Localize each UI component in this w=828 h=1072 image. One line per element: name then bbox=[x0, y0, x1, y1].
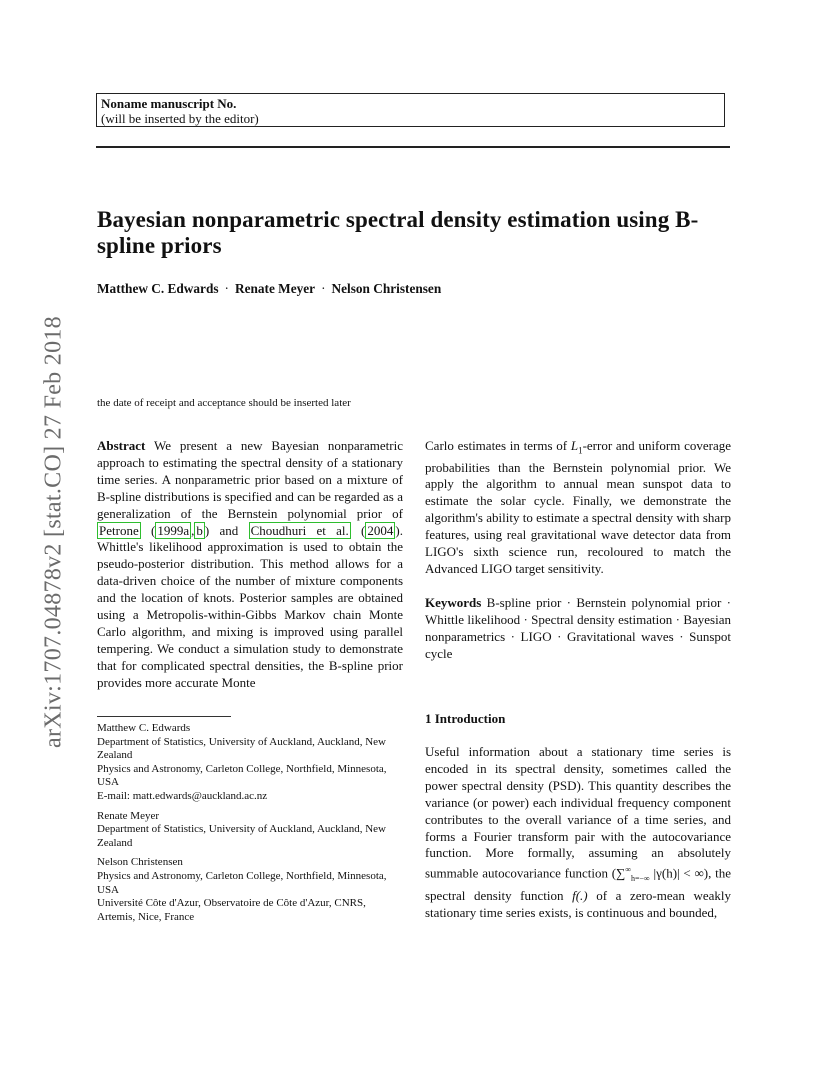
manuscript-number: Noname manuscript No. bbox=[101, 96, 237, 111]
paper-title: Bayesian nonparametric spectral density estimation using B-spline priors bbox=[97, 207, 699, 258]
abstract-text: Carlo estimates in terms of bbox=[425, 438, 571, 453]
manuscript-box bbox=[96, 93, 725, 127]
math-subscript: h=−∞ bbox=[631, 874, 650, 884]
affiliation-line: Physics and Astronomy, Carleton College, Northfield, Minnesota, USA bbox=[97, 762, 387, 789]
manuscript-editor-note: (will be inserted by the editor) bbox=[101, 111, 259, 126]
abstract-text: ( bbox=[350, 522, 366, 538]
affiliation-line: Renate Meyer bbox=[97, 809, 159, 822]
footnote-rule bbox=[97, 716, 231, 717]
affiliation-block bbox=[97, 722, 403, 804]
introduction-paragraph bbox=[425, 744, 731, 922]
author-name: Nelson Christensen bbox=[331, 281, 442, 296]
introduction-text bbox=[425, 744, 731, 922]
abstract-text: -error and uniform coverage probabilities than the Bernstein polynomial prior. We apply the algorithm to annual mean sunspot data to estimate the solar cycle. Finally, we demonstrate the algorithm's ability to estimate a spectral density with sharp features, using real gravitational wave detector data from LIGO's sixth science run, recoloured to match the Advanced LIGO target sensitivity. bbox=[425, 438, 731, 576]
math-subscript: 1 bbox=[578, 445, 583, 456]
abstract-continuation bbox=[425, 438, 731, 578]
author-separator: · bbox=[224, 281, 229, 296]
math-function: f(.) bbox=[572, 888, 588, 904]
math-symbol: L bbox=[570, 438, 579, 453]
abstract-column-right bbox=[425, 438, 731, 662]
math-superscript: ∞ bbox=[625, 865, 632, 875]
abstract-heading: Abstract bbox=[97, 438, 146, 453]
affiliation-email: E-mail: matt.edwards@auckland.ac.nz bbox=[97, 789, 268, 802]
affiliation-line: Université Côte d'Azur, Observatoire de Côte d'Azur, CNRS, Artemis, Nice, France bbox=[97, 897, 366, 923]
abstract-text: and bbox=[209, 522, 249, 538]
keywords-text: B-spline prior · Bernstein polynomial prior · Whittle likelihood · Spectral density estimation · Bayesian nonparametrics · LIGO · Gravitational waves · Sunspot cycle bbox=[425, 594, 731, 661]
section-heading: 1 Introduction bbox=[425, 711, 506, 726]
received-note: the date of receipt and acceptance should be inserted later bbox=[97, 397, 351, 409]
arxiv-stamp: arXiv:1707.04878v2 [stat.CO] 27 Feb 2018 bbox=[40, 316, 67, 748]
affiliations bbox=[97, 722, 403, 930]
abstract-text: We present a new Bayesian nonparametric approach to estimating the spectral density of a stationary time series. A nonparametric prior based on a mixture of B-spline distributions is specified and can be regarded as a generalization of the Bernstein polynomial prior of bbox=[97, 438, 403, 521]
affiliation-line: Department of Statistics, University of Auckland, Auckland, New Zealand bbox=[97, 823, 386, 849]
keywords-heading: Keywords bbox=[425, 594, 482, 610]
abstract-column-left bbox=[97, 438, 403, 692]
header-rule bbox=[96, 146, 730, 148]
affiliation-line: Physics and Astronomy, Carleton College, Northfield, Minnesota, USA bbox=[97, 869, 387, 896]
abstract-text: , bbox=[191, 522, 195, 538]
author-name: Matthew C. Edwards bbox=[97, 281, 219, 296]
keywords-paragraph bbox=[425, 595, 731, 663]
abstract-text: ) bbox=[395, 522, 400, 538]
affiliation-block bbox=[97, 856, 403, 924]
abstract-text: . Whittle's likelihood approximation is used to obtain the pseudo-posterior distribution. This method allows for a data-driven choice of the number of mixture components and the location of knots. Posterior samples are obtained using a Metropolis-within-Gibbs Markov chain Monte Carlo algorithm, and mixing is improved using parallel tempering. We conduct a simulation study to demonstrate that for complicated spectral densities, the B-spline prior provides more accurate Monte bbox=[97, 522, 403, 690]
math-sum: ∑ bbox=[616, 865, 626, 881]
abstract-text: ( bbox=[140, 522, 156, 538]
body-text: ), the spectral density function bbox=[425, 865, 731, 904]
citation-link-petrone[interactable]: Petrone bbox=[99, 522, 139, 538]
abstract-text: ) bbox=[204, 522, 210, 538]
math-expression: |γ(h)| < ∞ bbox=[649, 865, 704, 881]
citation-link-2004[interactable]: 2004 bbox=[367, 522, 394, 538]
citation-link-1999a[interactable]: 1999a bbox=[157, 522, 190, 538]
author-list bbox=[97, 281, 441, 297]
abstract-paragraph bbox=[97, 438, 403, 692]
author-name: Renate Meyer bbox=[234, 281, 316, 296]
author-separator: · bbox=[321, 281, 326, 296]
affiliation-block bbox=[97, 810, 403, 851]
body-text: of a zero-mean weakly stationary time series exists, is continuous and bounded, bbox=[425, 888, 731, 921]
affiliation-line: Nelson Christensen bbox=[97, 856, 183, 869]
citation-link-choudhuri[interactable]: Choudhuri et al. bbox=[250, 522, 349, 538]
body-text: Useful information about a stationary time series is encoded in its spectral density, sometimes called the power spectral density (PSD). This quantity describes the variance (or power) each individual frequency component contributes to the overall variance of a time series, and forms a Fourier transform pair with the autocovariance function. More formally, assuming an absolutely summable autocovariance function ( bbox=[425, 744, 731, 881]
affiliation-line: Department of Statistics, University of Auckland, Auckland, New Zealand bbox=[97, 735, 386, 762]
affiliation-line: Matthew C. Edwards bbox=[97, 722, 191, 734]
citation-link-1999b[interactable]: b bbox=[196, 522, 203, 538]
